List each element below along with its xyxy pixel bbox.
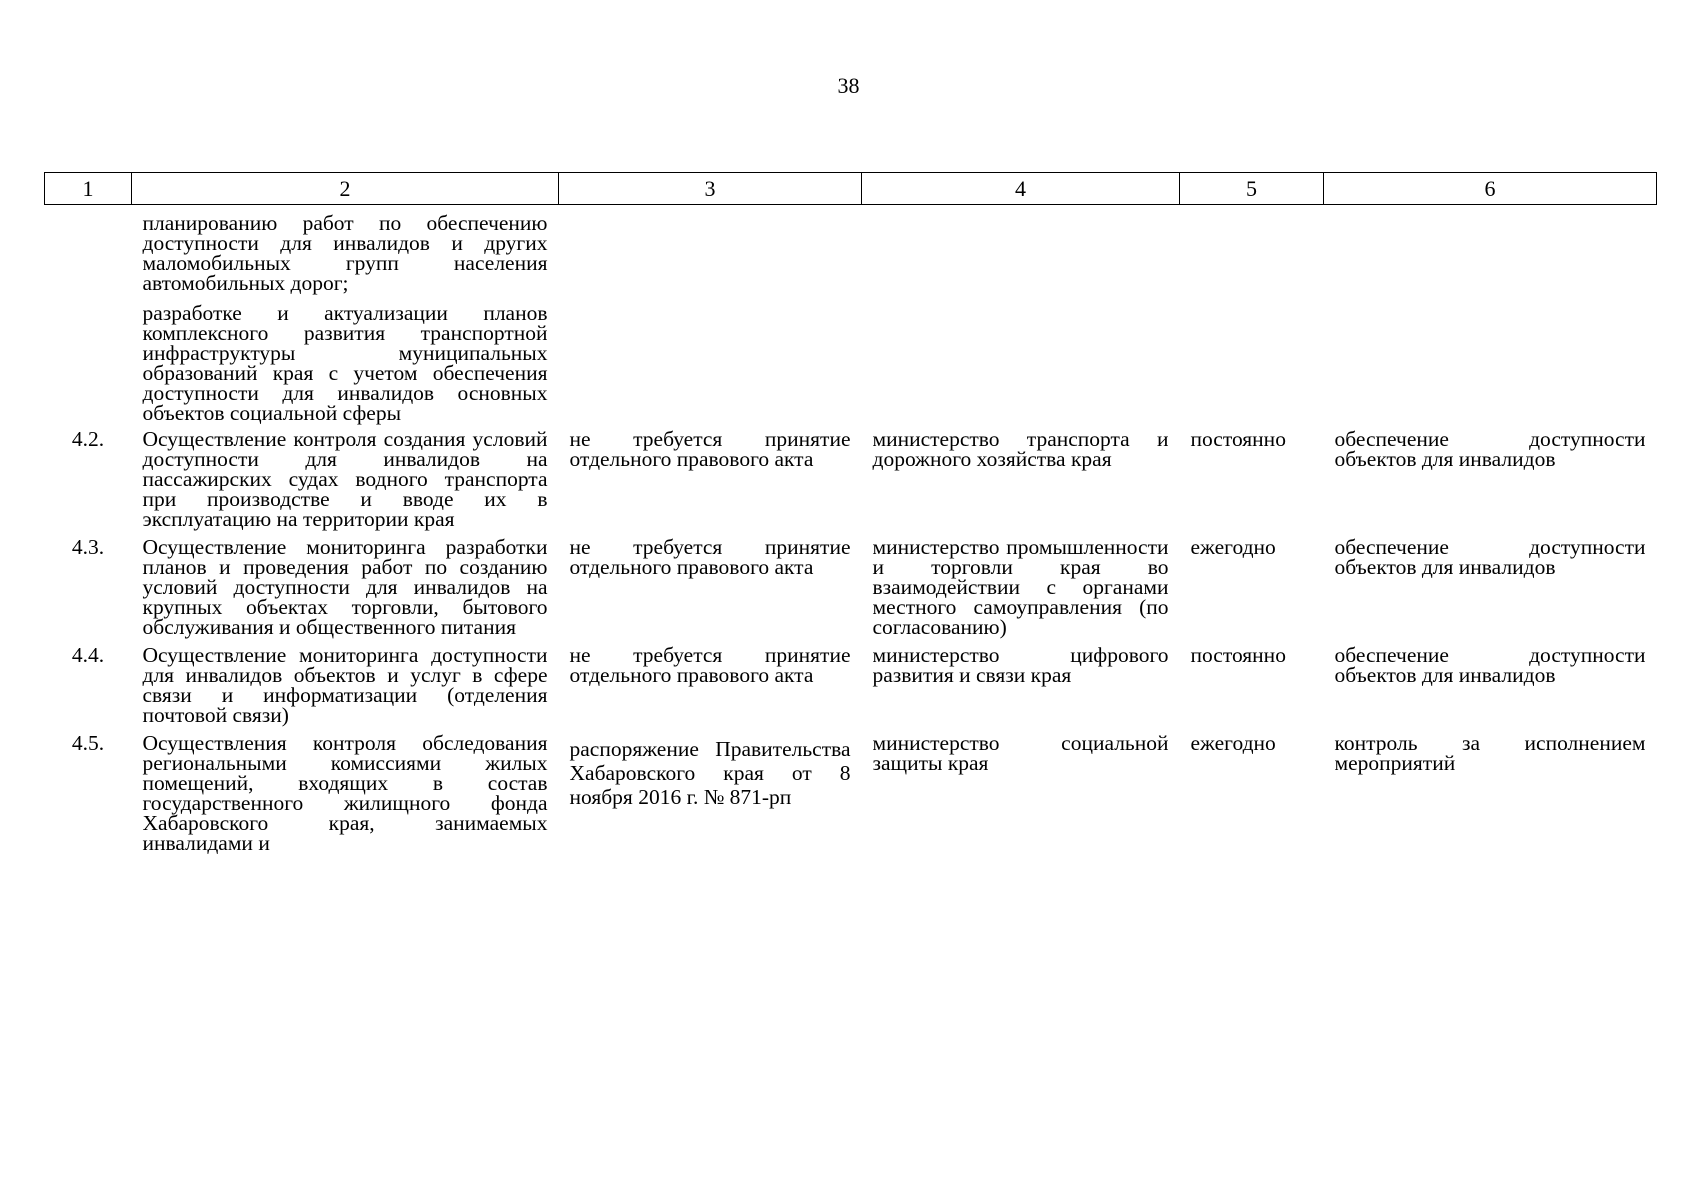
result-cell xyxy=(1324,205,1657,426)
measures-table xyxy=(44,172,1657,857)
table-header-row xyxy=(45,173,1657,205)
column-header: 1 xyxy=(45,173,132,205)
row-number xyxy=(45,205,132,426)
measure-cell: Осуществление мониторинга доступности для инвалидов объектов и услуг в сфере связи и информатизации (отделения почтовой связи) xyxy=(142,643,548,727)
act-cell: не требуется принятие отдельного правового акта xyxy=(569,535,851,579)
column-header: 5 xyxy=(1180,173,1324,205)
result-cell: обеспечение доступности объектов для инвалидов xyxy=(1334,535,1646,579)
table-row xyxy=(45,641,1657,729)
column-header: 2 xyxy=(132,173,559,205)
executor-cell: министерство промышленности и торговли края во взаимодействии с органами местного самоуправления (по согласованию) xyxy=(872,535,1169,639)
result-cell: обеспечение доступности объектов для инвалидов xyxy=(1334,427,1646,471)
column-header: 3 xyxy=(559,173,862,205)
executor-cell: министерство социальной защиты края xyxy=(872,731,1169,775)
page-number: 38 xyxy=(837,73,860,98)
result-cell: обеспечение доступности объектов для инвалидов xyxy=(1334,643,1646,687)
column-header: 4 xyxy=(862,173,1180,205)
measure-paragraph: разработке и актуализации планов комплексного развития транспортной инфраструктуры муниципальных образований края с учетом обеспечения доступности для инвалидов основных объектов социальной сферы xyxy=(142,301,548,425)
row-number: 4.4. xyxy=(71,643,105,667)
row-number: 4.5. xyxy=(71,731,105,755)
table-row xyxy=(45,533,1657,641)
measure-cell xyxy=(132,205,559,426)
act-cell xyxy=(559,205,862,426)
executor-cell: министерство транспорта и дорожного хозяйства края xyxy=(872,427,1169,471)
result-cell: контроль за исполнением мероприятий xyxy=(1334,731,1646,775)
term-cell: ежегодно xyxy=(1190,535,1276,559)
term-cell: постоянно xyxy=(1190,427,1286,451)
measure-cell: Осуществление мониторинга разработки планов и проведения работ по созданию условий доступности для инвалидов на крупных объектах торговли, бытового обслуживания и общественного питания xyxy=(142,535,548,639)
executor-cell xyxy=(862,205,1180,426)
table-row xyxy=(45,425,1657,533)
table-row xyxy=(45,729,1657,857)
term-cell xyxy=(1180,205,1324,426)
row-number: 4.2. xyxy=(71,427,105,451)
measure-cell: Осуществление контроля создания условий доступности для инвалидов на пассажирских судах водного транспорта при производстве и вводе их в эксплуатацию на территории края xyxy=(142,427,548,531)
term-cell: ежегодно xyxy=(1190,731,1276,755)
row-number: 4.3. xyxy=(71,535,105,559)
act-cell: распоряжение Правительства Хабаровского края от 8 ноября 2016 г. № 871-рп xyxy=(569,737,851,809)
term-cell: постоянно xyxy=(1190,643,1286,667)
measure-paragraph: планированию работ по обеспечению доступности для инвалидов и других маломобильных групп населения автомобильных дорог; xyxy=(142,211,548,295)
executor-cell: министерство цифрового развития и связи края xyxy=(872,643,1169,687)
act-cell: не требуется принятие отдельного правового акта xyxy=(569,427,851,471)
table-row-continuation xyxy=(45,205,1657,426)
column-header: 6 xyxy=(1324,173,1657,205)
measure-cell: Осуществления контроля обследования региональными комиссиями жилых помещений, входящих в состав государственного жилищного фонда Хабаровского края, занимаемых инвалидами и xyxy=(142,731,548,855)
act-cell: не требуется принятие отдельного правового акта xyxy=(569,643,851,687)
